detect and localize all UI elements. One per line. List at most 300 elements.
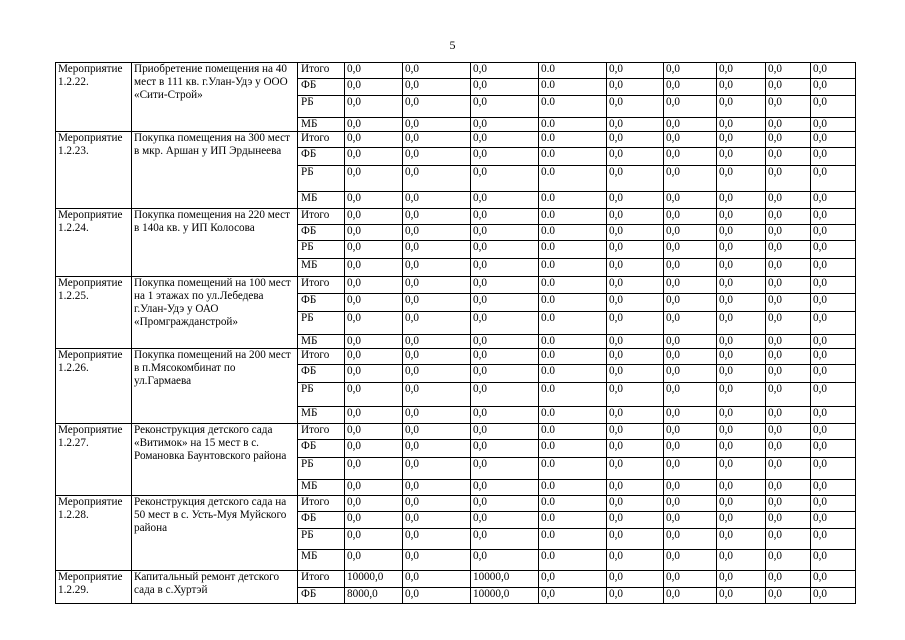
- value-cell: 0,0: [403, 571, 471, 588]
- table-row: [56, 209, 856, 225]
- value-cell: 0,0: [717, 118, 766, 132]
- value-cell: 0,0: [664, 424, 717, 440]
- value-cell: 0,0: [766, 294, 811, 312]
- value-cell: 0,0: [607, 225, 664, 241]
- value-cell: 0.0: [539, 349, 607, 365]
- value-cell: 0,0: [811, 132, 856, 148]
- value-cell: 0,0: [607, 259, 664, 277]
- value-cell: 0,0: [766, 480, 811, 496]
- value-cell: 0.0: [539, 335, 607, 349]
- funding-source: РБ: [298, 241, 345, 259]
- value-cell: 0,0: [607, 132, 664, 148]
- value-cell: 0,0: [403, 225, 471, 241]
- value-cell: 0,0: [403, 588, 471, 604]
- table-row: [56, 277, 856, 294]
- funding-source: Итого: [298, 63, 345, 79]
- value-cell: 0,0: [811, 148, 856, 166]
- value-cell: 0,0: [664, 440, 717, 458]
- value-cell: 0,0: [811, 496, 856, 512]
- value-cell: 0,0: [717, 166, 766, 192]
- value-cell: 0,0: [403, 335, 471, 349]
- value-cell: 0,0: [607, 277, 664, 294]
- value-cell: 0,0: [766, 118, 811, 132]
- value-cell: 0,0: [811, 550, 856, 571]
- value-cell: 0,0: [811, 192, 856, 209]
- value-cell: 0,0: [345, 209, 403, 225]
- value-cell: 0,0: [607, 335, 664, 349]
- value-cell: 0,0: [811, 349, 856, 365]
- funding-source: ФБ: [298, 148, 345, 166]
- value-cell: 0,0: [471, 118, 539, 132]
- value-cell: 0,0: [717, 335, 766, 349]
- value-cell: 0.0: [539, 277, 607, 294]
- funding-source: МБ: [298, 480, 345, 496]
- value-cell: 10000,0: [471, 571, 539, 588]
- value-cell: 0,0: [607, 440, 664, 458]
- value-cell: 0,0: [345, 79, 403, 96]
- funding-source: РБ: [298, 458, 345, 480]
- value-cell: 0,0: [471, 277, 539, 294]
- value-cell: 0,0: [811, 118, 856, 132]
- value-cell: 0,0: [345, 440, 403, 458]
- value-cell: 0,0: [664, 63, 717, 79]
- value-cell: 0,0: [403, 241, 471, 259]
- value-cell: 0,0: [607, 571, 664, 588]
- value-cell: 0,0: [664, 550, 717, 571]
- value-cell: 0,0: [664, 335, 717, 349]
- value-cell: 0,0: [717, 424, 766, 440]
- value-cell: 0,0: [766, 96, 811, 118]
- value-cell: 0,0: [403, 79, 471, 96]
- value-cell: 0,0: [403, 132, 471, 148]
- value-cell: 0,0: [607, 588, 664, 604]
- measure-code: Мероприятие 1.2.22.: [56, 63, 132, 132]
- value-cell: 0,0: [607, 79, 664, 96]
- value-cell: 0,0: [766, 192, 811, 209]
- value-cell: 0,0: [471, 148, 539, 166]
- value-cell: 0,0: [607, 166, 664, 192]
- value-cell: 0.0: [539, 458, 607, 480]
- value-cell: 0,0: [717, 148, 766, 166]
- value-cell: 0,0: [664, 148, 717, 166]
- value-cell: 0,0: [471, 349, 539, 365]
- value-cell: 0,0: [345, 63, 403, 79]
- value-cell: 0,0: [664, 312, 717, 335]
- value-cell: 0,0: [811, 365, 856, 383]
- value-cell: 0,0: [403, 458, 471, 480]
- value-cell: 8000,0: [345, 588, 403, 604]
- value-cell: 0,0: [766, 166, 811, 192]
- value-cell: 0,0: [766, 132, 811, 148]
- value-cell: 0,0: [664, 132, 717, 148]
- measure-description: Покупка помещений на 200 мест в п.Мясокомбинат по ул.Гармаева: [132, 349, 298, 424]
- value-cell: 0.0: [539, 424, 607, 440]
- value-cell: 0,0: [403, 209, 471, 225]
- value-cell: 0,0: [345, 407, 403, 424]
- funding-source: РБ: [298, 383, 345, 407]
- value-cell: 0,0: [403, 192, 471, 209]
- funding-source: МБ: [298, 407, 345, 424]
- value-cell: 0,0: [607, 294, 664, 312]
- funding-source: Итого: [298, 132, 345, 148]
- funding-source: ФБ: [298, 512, 345, 529]
- value-cell: 0.0: [539, 96, 607, 118]
- value-cell: 0,0: [403, 294, 471, 312]
- funding-source: Итого: [298, 571, 345, 588]
- value-cell: 0,0: [345, 529, 403, 550]
- value-cell: 0.0: [539, 440, 607, 458]
- value-cell: 0,0: [664, 166, 717, 192]
- value-cell: 0,0: [664, 225, 717, 241]
- value-cell: 0,0: [345, 480, 403, 496]
- funding-source: РБ: [298, 96, 345, 118]
- value-cell: 0,0: [664, 277, 717, 294]
- value-cell: 0,0: [717, 480, 766, 496]
- value-cell: 0,0: [403, 63, 471, 79]
- value-cell: 0,0: [471, 166, 539, 192]
- funding-source: МБ: [298, 192, 345, 209]
- value-cell: 0,0: [811, 294, 856, 312]
- measure-code: Мероприятие 1.2.26.: [56, 349, 132, 424]
- value-cell: 0,0: [403, 440, 471, 458]
- funding-source: МБ: [298, 550, 345, 571]
- funding-source: ФБ: [298, 440, 345, 458]
- value-cell: 0,0: [766, 496, 811, 512]
- value-cell: 0,0: [471, 365, 539, 383]
- value-cell: 0,0: [345, 277, 403, 294]
- value-cell: 0,0: [471, 241, 539, 259]
- funding-source: МБ: [298, 259, 345, 277]
- value-cell: 0,0: [471, 63, 539, 79]
- value-cell: 0,0: [403, 424, 471, 440]
- value-cell: 0,0: [766, 440, 811, 458]
- value-cell: 0,0: [766, 225, 811, 241]
- value-cell: 0,0: [664, 588, 717, 604]
- value-cell: 0,0: [471, 294, 539, 312]
- value-cell: 0,0: [607, 383, 664, 407]
- value-cell: 0,0: [717, 192, 766, 209]
- value-cell: 0,0: [766, 383, 811, 407]
- table-row: [56, 424, 856, 440]
- value-cell: 0.0: [539, 148, 607, 166]
- value-cell: 0,0: [811, 63, 856, 79]
- value-cell: 0,0: [403, 480, 471, 496]
- table-row: [56, 349, 856, 365]
- value-cell: 0.0: [539, 209, 607, 225]
- value-cell: 0,0: [607, 424, 664, 440]
- value-cell: 0,0: [607, 192, 664, 209]
- value-cell: 0,0: [664, 259, 717, 277]
- value-cell: 0,0: [664, 349, 717, 365]
- measure-code: Мероприятие 1.2.24.: [56, 209, 132, 277]
- measure-code: Мероприятие 1.2.28.: [56, 496, 132, 571]
- value-cell: 0,0: [471, 96, 539, 118]
- page-number: 5: [449, 38, 456, 52]
- value-cell: 0,0: [471, 529, 539, 550]
- value-cell: 0,0: [766, 407, 811, 424]
- value-cell: 0,0: [664, 458, 717, 480]
- value-cell: 0.0: [539, 550, 607, 571]
- value-cell: 0.0: [539, 166, 607, 192]
- value-cell: 0,0: [766, 312, 811, 335]
- value-cell: 0,0: [766, 571, 811, 588]
- value-cell: 0,0: [471, 209, 539, 225]
- value-cell: 0,0: [471, 550, 539, 571]
- value-cell: 0,0: [811, 529, 856, 550]
- value-cell: 0,0: [717, 96, 766, 118]
- value-cell: 0,0: [811, 424, 856, 440]
- funding-source: МБ: [298, 335, 345, 349]
- value-cell: 0,0: [345, 148, 403, 166]
- value-cell: 0,0: [717, 349, 766, 365]
- funding-source: Итого: [298, 349, 345, 365]
- funding-source: ФБ: [298, 365, 345, 383]
- value-cell: 0.0: [539, 132, 607, 148]
- value-cell: 0.0: [539, 241, 607, 259]
- value-cell: 0,0: [664, 96, 717, 118]
- value-cell: 0,0: [766, 424, 811, 440]
- table-row: [56, 571, 856, 588]
- value-cell: 0.0: [539, 294, 607, 312]
- value-cell: 0,0: [717, 63, 766, 79]
- value-cell: 0,0: [717, 407, 766, 424]
- value-cell: 0,0: [766, 529, 811, 550]
- funding-source: ФБ: [298, 588, 345, 604]
- value-cell: 0,0: [607, 480, 664, 496]
- value-cell: 0,0: [403, 166, 471, 192]
- value-cell: 0,0: [766, 241, 811, 259]
- funding-table: [55, 62, 856, 604]
- value-cell: 0,0: [403, 277, 471, 294]
- value-cell: 0,0: [471, 424, 539, 440]
- value-cell: 0,0: [345, 166, 403, 192]
- value-cell: 0,0: [717, 259, 766, 277]
- value-cell: 0,0: [345, 259, 403, 277]
- value-cell: 0,0: [766, 512, 811, 529]
- value-cell: 0,0: [345, 96, 403, 118]
- value-cell: 0,0: [471, 132, 539, 148]
- value-cell: 0,0: [717, 588, 766, 604]
- value-cell: 0,0: [607, 550, 664, 571]
- measure-code: Мероприятие 1.2.29.: [56, 571, 132, 604]
- value-cell: 0,0: [717, 458, 766, 480]
- value-cell: 0,0: [664, 571, 717, 588]
- value-cell: 0,0: [811, 458, 856, 480]
- value-cell: 0,0: [717, 383, 766, 407]
- value-cell: 0,0: [345, 225, 403, 241]
- value-cell: 0,0: [607, 458, 664, 480]
- value-cell: 0.0: [539, 118, 607, 132]
- value-cell: 0.0: [539, 312, 607, 335]
- table-row: [56, 496, 856, 512]
- value-cell: 0,0: [471, 225, 539, 241]
- value-cell: 10000,0: [345, 571, 403, 588]
- value-cell: 0,0: [664, 241, 717, 259]
- value-cell: 0,0: [403, 118, 471, 132]
- value-cell: 0,0: [345, 312, 403, 335]
- value-cell: 0,0: [664, 496, 717, 512]
- value-cell: 0,0: [766, 259, 811, 277]
- value-cell: 0.0: [539, 383, 607, 407]
- value-cell: 0,0: [345, 424, 403, 440]
- value-cell: 0,0: [811, 571, 856, 588]
- value-cell: 0,0: [811, 79, 856, 96]
- value-cell: 0,0: [471, 496, 539, 512]
- value-cell: 0,0: [664, 118, 717, 132]
- value-cell: 0,0: [607, 512, 664, 529]
- value-cell: 0,0: [664, 209, 717, 225]
- measure-code: Мероприятие 1.2.25.: [56, 277, 132, 349]
- value-cell: 0.0: [539, 496, 607, 512]
- value-cell: 0,0: [403, 312, 471, 335]
- value-cell: 0,0: [345, 365, 403, 383]
- value-cell: 0,0: [403, 96, 471, 118]
- value-cell: 0.0: [539, 480, 607, 496]
- value-cell: 0.0: [539, 63, 607, 79]
- value-cell: 0,0: [607, 241, 664, 259]
- value-cell: 0,0: [766, 588, 811, 604]
- value-cell: 0,0: [717, 241, 766, 259]
- value-cell: 0,0: [345, 192, 403, 209]
- value-cell: 0,0: [664, 365, 717, 383]
- value-cell: 0.0: [539, 407, 607, 424]
- value-cell: 0,0: [345, 118, 403, 132]
- value-cell: 0,0: [664, 192, 717, 209]
- value-cell: 0,0: [345, 294, 403, 312]
- value-cell: 0,0: [766, 365, 811, 383]
- value-cell: 0,0: [607, 148, 664, 166]
- value-cell: 0,0: [471, 79, 539, 96]
- funding-source: МБ: [298, 118, 345, 132]
- measure-description: Капитальный ремонт детского сада в с.Хуртэй: [132, 571, 298, 604]
- value-cell: 0,0: [811, 588, 856, 604]
- value-cell: 0,0: [345, 550, 403, 571]
- value-cell: 0,0: [766, 458, 811, 480]
- value-cell: 0,0: [811, 383, 856, 407]
- value-cell: 0,0: [766, 550, 811, 571]
- value-cell: 0,0: [664, 480, 717, 496]
- value-cell: 0,0: [717, 132, 766, 148]
- value-cell: 0,0: [345, 335, 403, 349]
- value-cell: 0,0: [717, 312, 766, 335]
- value-cell: 0,0: [403, 383, 471, 407]
- value-cell: 0,0: [811, 209, 856, 225]
- funding-source: РБ: [298, 529, 345, 550]
- value-cell: 0,0: [811, 225, 856, 241]
- funding-source: Итого: [298, 424, 345, 440]
- value-cell: 0,0: [811, 480, 856, 496]
- value-cell: 0,0: [345, 132, 403, 148]
- value-cell: 0,0: [717, 529, 766, 550]
- value-cell: 0,0: [717, 225, 766, 241]
- value-cell: 0,0: [664, 294, 717, 312]
- value-cell: 0,0: [471, 440, 539, 458]
- funding-source: РБ: [298, 312, 345, 335]
- value-cell: 0,0: [345, 383, 403, 407]
- value-cell: 0,0: [471, 383, 539, 407]
- value-cell: 0,0: [345, 458, 403, 480]
- value-cell: 0,0: [664, 383, 717, 407]
- value-cell: 0,0: [717, 79, 766, 96]
- value-cell: 0,0: [766, 277, 811, 294]
- value-cell: 0,0: [717, 277, 766, 294]
- value-cell: 10000,0: [471, 588, 539, 604]
- value-cell: 0,0: [607, 96, 664, 118]
- value-cell: 0,0: [811, 312, 856, 335]
- value-cell: 0,0: [607, 349, 664, 365]
- value-cell: 0,0: [471, 512, 539, 529]
- measure-description: Реконструкция детского сада «Витимок» на 15 мест в с. Романовка Баунтовского района: [132, 424, 298, 496]
- measure-code: Мероприятие 1.2.23.: [56, 132, 132, 209]
- value-cell: 0,0: [766, 79, 811, 96]
- value-cell: 0,0: [345, 241, 403, 259]
- value-cell: 0,0: [607, 407, 664, 424]
- value-cell: 0,0: [607, 63, 664, 79]
- value-cell: 0,0: [403, 512, 471, 529]
- value-cell: 0.0: [539, 192, 607, 209]
- value-cell: 0,0: [471, 458, 539, 480]
- funding-source: ФБ: [298, 294, 345, 312]
- value-cell: 0,0: [403, 529, 471, 550]
- value-cell: 0,0: [811, 259, 856, 277]
- value-cell: 0,0: [717, 294, 766, 312]
- value-cell: 0,0: [345, 349, 403, 365]
- value-cell: 0,0: [717, 571, 766, 588]
- value-cell: 0,0: [717, 440, 766, 458]
- value-cell: 0,0: [345, 496, 403, 512]
- measure-description: Реконструкция детского сада на 50 мест в с. Усть-Муя Муйского района: [132, 496, 298, 571]
- value-cell: 0,0: [811, 166, 856, 192]
- value-cell: 0,0: [766, 63, 811, 79]
- value-cell: 0,0: [403, 407, 471, 424]
- value-cell: 0,0: [811, 440, 856, 458]
- value-cell: 0,0: [766, 148, 811, 166]
- value-cell: 0,0: [811, 277, 856, 294]
- value-cell: 0,0: [403, 148, 471, 166]
- value-cell: 0,0: [471, 407, 539, 424]
- value-cell: 0,0: [811, 335, 856, 349]
- value-cell: 0,0: [607, 365, 664, 383]
- value-cell: 0,0: [811, 407, 856, 424]
- value-cell: 0,0: [664, 512, 717, 529]
- table-row: [56, 63, 856, 79]
- measure-code: Мероприятие 1.2.27.: [56, 424, 132, 496]
- value-cell: 0,0: [766, 335, 811, 349]
- value-cell: 0.0: [539, 225, 607, 241]
- value-cell: 0,0: [403, 365, 471, 383]
- value-cell: 0,0: [471, 480, 539, 496]
- value-cell: 0.0: [539, 79, 607, 96]
- value-cell: 0.0: [539, 365, 607, 383]
- value-cell: 0,0: [717, 512, 766, 529]
- measure-description: Покупка помещения на 300 мест в мкр. Аршан у ИП Эрдынеева: [132, 132, 298, 209]
- value-cell: 0,0: [471, 312, 539, 335]
- funding-source: Итого: [298, 209, 345, 225]
- measure-description: Покупка помещения на 220 мест в 140а кв. у ИП Колосова: [132, 209, 298, 277]
- value-cell: 0,0: [664, 407, 717, 424]
- funding-source: Итого: [298, 496, 345, 512]
- value-cell: 0,0: [717, 209, 766, 225]
- value-cell: 0,0: [403, 349, 471, 365]
- value-cell: 0,0: [403, 550, 471, 571]
- measure-description: Приобретение помещения на 40 мест в 111 кв. г.Улан-Удэ у ООО «Сити-Строй»: [132, 63, 298, 132]
- value-cell: 0,0: [607, 312, 664, 335]
- value-cell: 0,0: [539, 588, 607, 604]
- funding-source: ФБ: [298, 225, 345, 241]
- value-cell: 0,0: [766, 349, 811, 365]
- value-cell: 0,0: [539, 571, 607, 588]
- value-cell: 0,0: [717, 550, 766, 571]
